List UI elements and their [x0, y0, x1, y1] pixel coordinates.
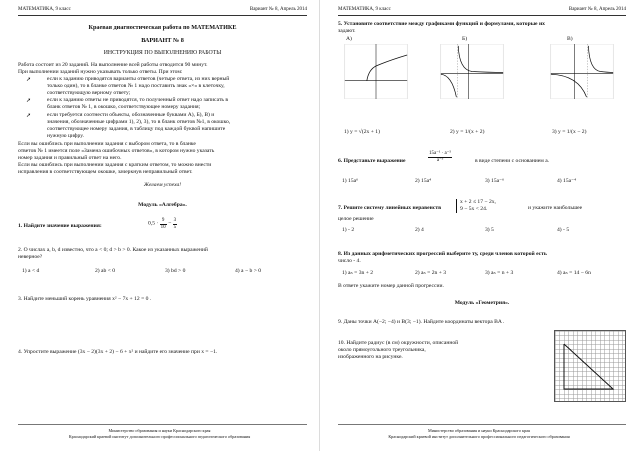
q8-option-1: 1) aₙ = 3n + 2	[342, 270, 374, 276]
q2-option-2: 2) ab < 0	[95, 268, 116, 274]
question-6-text-2: в виде степени с основанием a.	[475, 158, 550, 164]
error-note-1-line-1: Если вы ошиблись при выполнении задания с выбором ответа, то в бланке	[18, 141, 196, 147]
q8-option-2: 2) aₙ = 2n + 3	[415, 270, 447, 276]
q7-inequality-2: 9 − 5x < 24.	[460, 206, 488, 212]
question-7-text-3: целое решение	[338, 216, 374, 222]
question-6-text: 6. Представьте выражение	[338, 158, 406, 164]
q10-triangle	[555, 331, 627, 403]
q6-option-3: 3) 15a⁻⁶	[485, 178, 505, 184]
q6-option-1: 1) 15a⁶	[342, 178, 359, 184]
left-header-rule	[18, 15, 307, 16]
right-footer-line-1: Министерство образования и науки Краснодарского края	[428, 428, 530, 433]
question-10-line-1: 10. Найдите радиус (в см) окружности, описанной	[338, 340, 459, 346]
question-8-text-2: число - 4.	[338, 258, 361, 264]
error-note-1-line-2: ответов № 1 имеется поле «Замена ошибочных ответов», в котором нужно указать	[18, 148, 215, 154]
graph-label-c: В)	[567, 36, 573, 42]
intro-line-1: Работа состоит из 20 заданий. На выполнение всей работы отводится 90 минут.	[18, 62, 208, 68]
error-note-1-line-3: номер задания и правильный ответ на него.	[18, 155, 122, 161]
q7-inequality-1: x + 2 ≤ 17 − 2x,	[460, 199, 496, 205]
graph-c	[548, 44, 616, 99]
bullet-1-line-3: соответствующую верному ответу;	[47, 90, 131, 96]
graph-b	[438, 44, 506, 99]
q1-operator: −	[168, 220, 172, 227]
q7-system	[456, 199, 496, 213]
q2-option-3: 3) bd > 0	[165, 268, 186, 274]
bullet-3-line-2: значения, обозначенные цифрами 1), 2), 3), то в бланк ответов №1, в окошко,	[47, 119, 231, 125]
q5-formula-3: 3) y = 1/(x − 2)	[552, 129, 587, 135]
q2-option-1: 1) a < d	[22, 268, 40, 274]
question-3-text: 3. Найдите меньший корень уравнения x² − 7x + 12 = 0 .	[18, 296, 152, 302]
question-1-text: 1. Найдите значение выражения:	[18, 223, 102, 229]
bullet-1-line-1: если к заданию приводятся варианты ответов (четыре ответа, из них верный	[47, 76, 230, 82]
right-footer-rule	[338, 424, 626, 425]
q7-option-3: 3) 5	[485, 227, 494, 233]
variant-title: ВАРИАНТ № 8	[141, 37, 184, 44]
right-header-subject: МАТЕМАТИКА, 9 класс	[338, 7, 391, 12]
graph-label-b: Б)	[462, 36, 468, 42]
question-7-text: 7. Решите систему линейных неравенств	[338, 205, 442, 211]
q6-numerator: 15a⁻¹ · a⁻⁵	[429, 151, 452, 156]
q7-option-1: 1) - 2	[342, 227, 355, 233]
bullet-arrow-icon: ➚	[26, 77, 32, 83]
geometry-module-title: Модуль «Геометрия».	[454, 300, 510, 306]
question-2-text-2: неверное?	[18, 254, 43, 260]
bullet-arrow-icon: ➚	[26, 113, 32, 119]
q6-option-2: 2) 15a⁴	[415, 178, 432, 184]
intro-line-2: При выполнении заданий нужно указывать только ответы. При этом:	[18, 69, 183, 75]
q2-option-4: 4) a − b > 0	[235, 268, 262, 274]
question-10-line-2: около прямоугольного треугольника,	[338, 347, 426, 353]
graph-label-a: А)	[346, 36, 352, 42]
question-2-text: 2. О числах a, b, d известно, что a < 0; d > b > 0. Какое из указанных выражений	[18, 247, 208, 253]
right-header-rule	[338, 15, 626, 16]
q6-denominator: a⁻³	[436, 157, 444, 163]
left-header-subject: МАТЕМАТИКА, 9 класс	[18, 7, 71, 12]
bullet-3-line-1: если требуется соотнести объекты, обозначенные буквами А), Б), В) и	[47, 112, 215, 118]
question-8-text: 8. Из данных арифметических прогрессий выберите ту, среди членов которой есть	[338, 251, 547, 257]
bullet-2-line-1: если к заданию ответы не приводятся, то полученный ответ надо записать в	[47, 97, 228, 103]
bullet-1-line-2: только один), то в бланке ответов № 1 надо поставить знак «×» в клеточку,	[47, 83, 225, 89]
instructions-title: ИНСТРУКЦИЯ ПО ВЫПОЛНЕНИЮ РАБОТЫ	[103, 50, 222, 56]
question-10-line-3: изображенного на рисунке.	[338, 354, 403, 360]
question-5-text-2: задают.	[338, 28, 356, 34]
q5-formula-1: 1) y = √(2x + 1)	[344, 129, 380, 135]
bullet-2-line-2: бланк ответов № 1, в окошко, соответствующее номеру задания;	[47, 104, 201, 110]
graph-a	[342, 44, 410, 99]
work-title: Краевая диагностическая работа по МАТЕМАТИКЕ	[88, 24, 237, 31]
error-note-2-line-2: исправления в соответствующем окошке, зачеркнув неправильный ответ.	[18, 169, 193, 175]
question-7-text-2: и укажите наибольшее	[528, 205, 583, 211]
error-note-2-line-1: Если вы ошиблись при выполнении задания с кратким ответом, то можно внести	[18, 162, 212, 168]
question-4-text: 4. Упростите выражение (3x − 2)(3x + 2) − 6 + x² и найдите его значение при x = −1.	[18, 349, 218, 355]
right-footer	[320, 428, 638, 439]
bullet-arrow-icon: ➚	[26, 98, 32, 104]
right-header-variant: Вариант № 8, Апрель 2014	[568, 7, 626, 12]
right-footer-line-2: Краснодарский краевой институт дополнительного профессионального педагогического образования	[388, 433, 570, 439]
left-footer-line-2: Краснодарский краевой институт дополнительного профессионального педагогического образования	[68, 433, 251, 439]
q1-fraction-1: $\frac{9}{10}$	[160, 218, 166, 230]
good-luck-text: Желаем успеха!	[143, 182, 182, 188]
q1-prefix: 0,5 ·	[148, 220, 159, 227]
left-header-variant: Вариант № 8, Апрель 2014	[249, 7, 307, 12]
right-page	[319, 0, 638, 451]
q5-formula-2: 2) y = 1/(x + 2)	[450, 129, 485, 135]
q6-option-4: 4) 15a⁻⁴	[557, 178, 577, 184]
q1-fraction-2: $\frac{3}{5}$	[173, 218, 177, 230]
question-9-text: 9. Даны точки A(−2; −4) и B(3; −1). Найдите координаты вектора BA .	[338, 319, 505, 325]
algebra-module-title: Модуль «Алгебра».	[138, 202, 187, 208]
q7-option-4: 4) - 5	[557, 227, 570, 233]
left-footer-rule	[18, 424, 307, 425]
question-5-text: 5. Установите соответствие между графиками функций и формулами, которые их	[338, 21, 545, 27]
q6-expression	[428, 151, 452, 163]
bullet-3-line-3: соответствующее номеру задания, в таблицу под каждой буквой напишите	[47, 126, 226, 132]
left-footer	[0, 428, 319, 439]
q8-option-3: 3) aₙ = n + 3	[485, 270, 514, 276]
question-1-expression	[148, 218, 177, 234]
left-footer-line-1: Министерство образования и науки Краснодарского края	[108, 428, 211, 433]
q10-grid-figure	[554, 330, 626, 402]
q7-option-2: 2) 4	[415, 227, 424, 233]
question-8-text-3: В ответе укажите номер данной прогрессии.	[338, 283, 444, 289]
q8-option-4: 4) aₙ = 14 − 6n	[557, 270, 591, 276]
bullet-3-line-4: нужную цифру.	[47, 133, 84, 139]
